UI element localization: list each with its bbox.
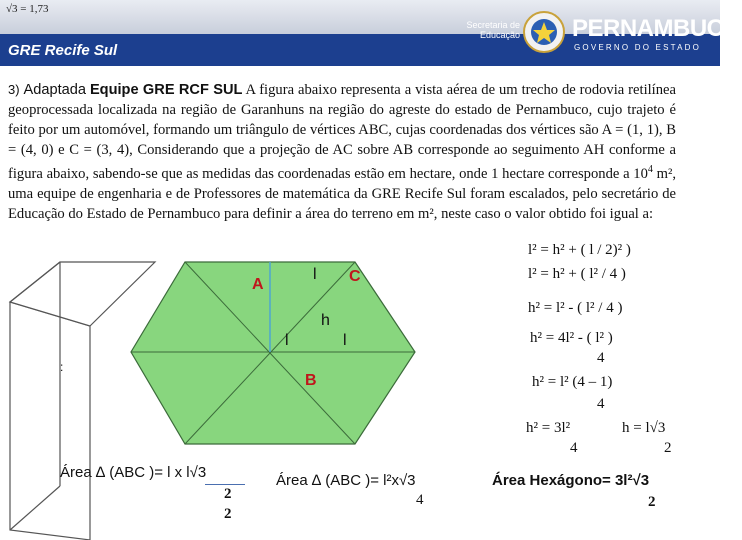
problem-source-team: Equipe GRE RCF SUL [89,82,243,98]
problem-number: 3) [8,82,20,97]
figure-dot: : [60,360,64,374]
derivation-line-6-left: h² = 3l² [526,420,571,436]
problem-statement: A figura abaixo representa a vista aérea de um trecho de rodovia retilínea geoprocessada localizada na região de Garanhuns na região do agreste do estado de Pernambuco, cujo trajeto é feito por um automóvel, formando um triângulo de vértices ABC, cujas coordenadas dos vértices são A = (1, 1), B = (4, 0) e C = (3, 4), Considerando que a projeção de AC sobre AB corresponde ao seguimento AH conforme a figura abaixo, sabendo-se que as medidas das coordenadas estão em hectare, onde 1 hectare corresponde a 10 [8,82,676,182]
label-vertex-c: C [349,268,361,285]
derivation-line-1: l² = h² + ( l / 2)² ) [528,242,631,258]
area-triangle-2-den: 4 [416,492,424,508]
label-height: h [321,312,330,329]
area-triangle-1-den-b: 2 [224,506,232,522]
problem-source: Adaptada [23,82,86,98]
problem-exponent: 4 [647,164,653,175]
area-triangle-1: Área ∆ (ABC )= l x l√3 [60,464,207,481]
top-note: √3 = 1,73 [6,3,49,15]
label-side-right: l [343,332,347,349]
derivation-line-3: h² = l² - ( l² / 4 ) [528,300,623,316]
page-title: GRE Recife Sul [8,42,118,59]
area-triangle-1-den-a: 2 [224,486,232,502]
label-vertex-a: A [252,276,264,293]
area-hexagon: Área Hexágono= 3l²√3 [492,472,650,489]
derivation-line-4: h² = 4l² - ( l² ) [530,330,613,346]
problem-text [8,80,676,224]
problem-statement-end: m², uma equipe de engenharia e de Professores de matemática da GRE Recife Sul foram escalados, pelo secretário de Educação do Estado de Pernambuco para definir a área do terreno em m², neste caso o valor obtido foi igual a: [8,165,676,222]
brand-subtitle: GOVERNO DO ESTADO [574,43,702,52]
state-seal-icon [522,10,566,54]
derivation-line-6-left-den: 4 [570,440,578,456]
derivation-line-2: l² = h² + ( l² / 4 ) [528,266,626,282]
area-hexagon-den: 2 [648,494,656,510]
area-triangle-2: Área ∆ (ABC )= l²x√3 [276,472,416,489]
derivation-line-5: h² = l² (4 – 1) [532,374,613,390]
label-side-top: l [313,266,317,283]
brand-name: PERNAMBUCO [572,15,742,42]
derivation-line-4-den: 4 [597,350,605,366]
derivation-line-6-right: h = l√3 [622,420,666,436]
secretaria-label: Secretaria de Educação [466,20,520,40]
fraction-bar [205,484,245,485]
derivation-line-5-den: 4 [597,396,605,412]
label-vertex-b: B [305,372,317,389]
derivation-line-6-right-den: 2 [664,440,672,456]
label-side-left: l [285,332,289,349]
